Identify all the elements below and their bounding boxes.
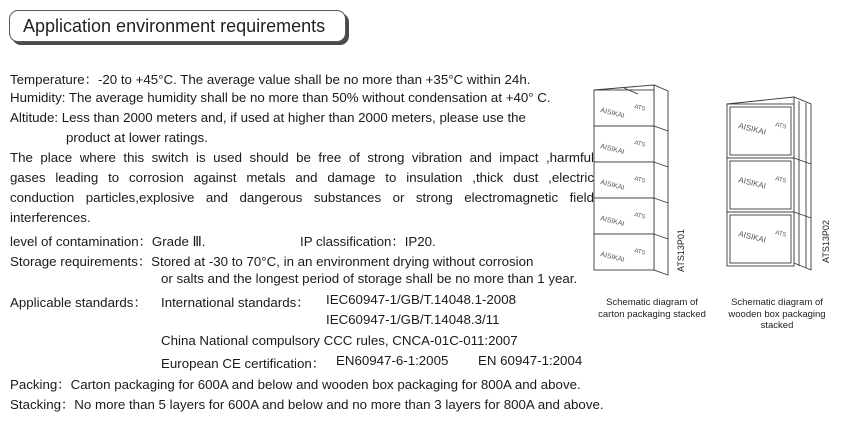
packing-text: Packing：Carton packaging for 600A and below and wooden box packaging for 800A and above. (10, 377, 581, 392)
carton-caption-line-2: carton packaging stacked (598, 308, 706, 320)
carton-caption-line-1: Schematic diagram of (606, 297, 698, 308)
wooden-brand-1: AISIKAI (737, 121, 767, 137)
storage-text-1: Storage requirements：Stored at -30 to 70°C, in an environment drying without corrosion (10, 254, 534, 269)
altitude-text-2: product at lower ratings. (66, 130, 208, 145)
temperature-text: Temperature：-20 to +45°C. The average value shall be no more than +35°C within 24h. (10, 72, 531, 87)
intl-standard-1: IEC60947-1/GB/T.14048.1-2008 (326, 292, 516, 307)
carton-figure-code: ATS13P01 (676, 229, 686, 272)
carton-brand-5: AISIKAI (599, 251, 625, 264)
intl-standards-label: International standards： (161, 295, 310, 310)
carton-mark-2: ATS (633, 140, 646, 149)
carton-figure-caption (582, 297, 722, 320)
ce-standard-2: EN 60947-1:2004 (478, 353, 583, 368)
place-text-1: The place where this switch is used should be free of strong vibration and impact ,harmful (10, 150, 594, 165)
storage-text-2: or salts and the longest period of storage shall be no more than 1 year. (161, 271, 578, 286)
altitude-text-1: Altitude: Less than 2000 meters and, if used at higher than 2000 meters, please use the (10, 110, 526, 125)
intl-standard-2: IEC60947-1/GB/T.14048.3/11 (326, 312, 500, 327)
stacking-text: Stacking：No more than 5 layers for 600A and below and no more than 3 layers for 800A and above. (10, 397, 604, 412)
standards-label: Applicable standards： (10, 295, 147, 310)
carton-brand-2: AISIKAI (599, 143, 625, 156)
place-text-3: conduction particles,explosive and dangerous substances or strong electromagnetic field (10, 190, 594, 205)
ce-label: European CE certification： (161, 356, 326, 371)
ce-standard-1: EN60947-6-1:2005 (336, 353, 449, 368)
wooden-caption-line-1: Schematic diagram of (731, 297, 823, 308)
wooden-figure-code: ATS13P02 (821, 220, 831, 263)
wooden-brand-2: AISIKAI (737, 175, 767, 191)
wooden-caption-line-3: stacked (760, 320, 794, 331)
humidity-text: Humidity: The average humidity shall be no more than 50% without condensation at +40° C. (10, 90, 551, 105)
section-title: Application environment requirements (9, 10, 346, 42)
wooden-mark-3: ATS (774, 230, 787, 239)
wooden-mark-1: ATS (774, 122, 787, 131)
ip-classification-text: IP classification：IP20. (300, 234, 436, 249)
wooden-mark-2: ATS (774, 176, 787, 185)
carton-brand-3: AISIKAI (599, 179, 625, 192)
wooden-caption-line-2: wooden box packaging (728, 308, 826, 320)
carton-brand-1: AISIKAI (599, 107, 625, 120)
carton-mark-4: ATS (633, 212, 646, 221)
wooden-figure-caption (716, 297, 838, 332)
carton-brand-4: AISIKAI (599, 215, 625, 228)
place-text-4: interferences. (10, 210, 91, 225)
carton-mark-5: ATS (633, 248, 646, 257)
contamination-text: level of contamination：Grade Ⅲ. (10, 234, 206, 249)
carton-mark-1: ATS (633, 104, 646, 113)
ccc-rules-text: China National compulsory CCC rules, CNCA-01C-011:2007 (161, 333, 518, 348)
place-text-2: gases leading to corrosion against metals and damage to insulation ,thick dust ,electric (10, 170, 594, 185)
wooden-brand-3: AISIKAI (737, 229, 767, 245)
carton-mark-3: ATS (633, 176, 646, 185)
